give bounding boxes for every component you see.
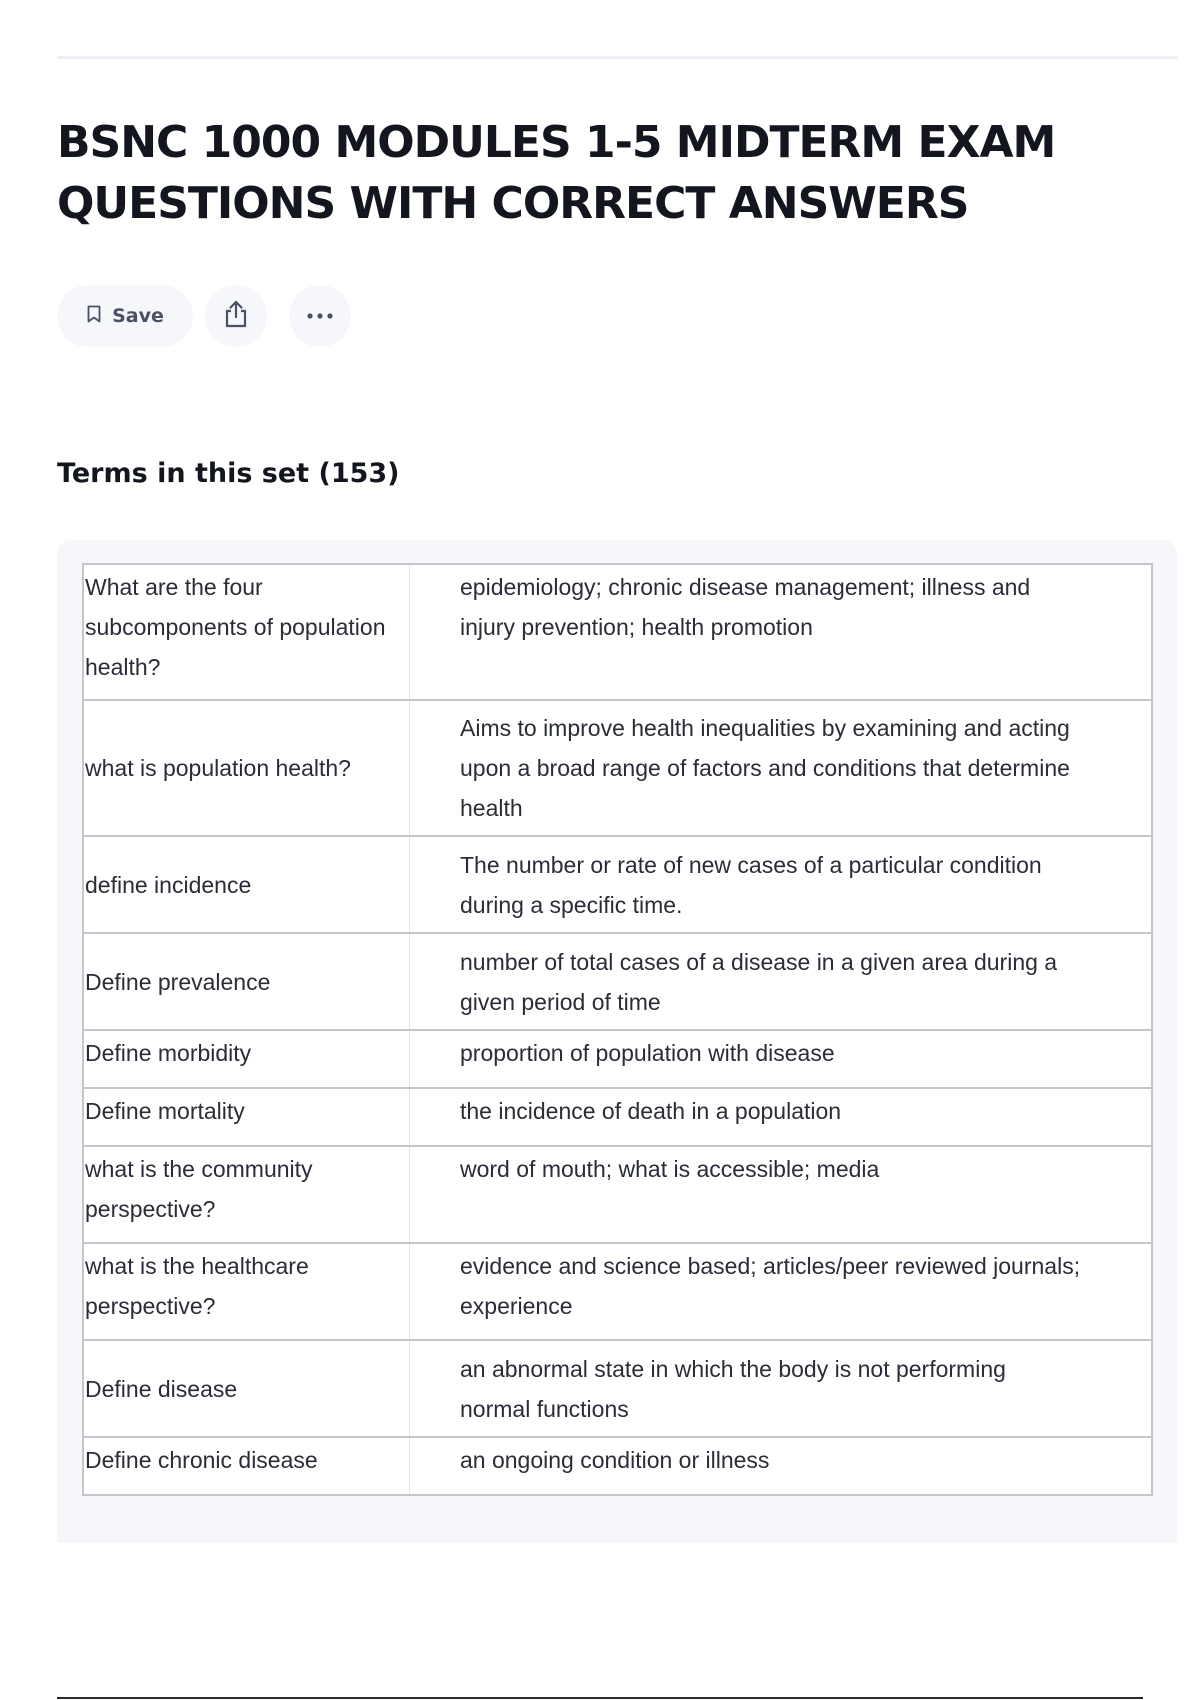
table-row [83,1340,1152,1437]
table-row [83,1030,1152,1088]
more-horizontal-icon [306,307,334,325]
definition-cell: number of total cases of a disease in a given area during a given period of time [410,933,1153,1030]
definition-cell: an ongoing condition or illness [410,1437,1153,1495]
top-divider [57,56,1177,59]
share-icon [222,299,250,334]
save-button-label: Save [112,305,164,327]
page-title: BSNC 1000 MODULES 1-5 MIDTERM EXAM QUESTIONS WITH CORRECT ANSWERS [57,117,1056,229]
term-cell: What are the four subcomponents of population health? [83,564,410,700]
term-cell: what is the community perspective? [83,1146,410,1243]
definition-cell: evidence and science based; articles/peer reviewed journals; experience [410,1243,1153,1340]
action-bar [57,285,351,347]
definition-cell: proportion of population with disease [410,1030,1153,1088]
term-cell: define incidence [83,836,410,933]
terms-table [82,563,1153,1496]
definition-cell: word of mouth; what is accessible; media [410,1146,1153,1243]
term-cell: Define prevalence [83,933,410,1030]
table-row [83,1243,1152,1340]
table-row [83,1146,1152,1243]
table-row [83,1437,1152,1495]
definition-cell: an abnormal state in which the body is not performing normal functions [410,1340,1153,1437]
bottom-divider [57,1697,1143,1699]
table-row [83,836,1152,933]
table-row [83,700,1152,836]
term-cell: what is the healthcare perspective? [83,1243,410,1340]
definition-cell: Aims to improve health inequalities by examining and acting upon a broad range of factors and conditions that determine health [410,700,1153,836]
term-cell: Define disease [83,1340,410,1437]
definition-cell: The number or rate of new cases of a particular condition during a specific time. [410,836,1153,933]
term-cell: Define morbidity [83,1030,410,1088]
more-options-button[interactable] [289,285,351,347]
bookmark-icon [86,304,102,329]
terms-heading: Terms in this set (153) [57,458,400,489]
table-row [83,933,1152,1030]
definition-cell: the incidence of death in a population [410,1088,1153,1146]
table-row [83,564,1152,700]
save-button[interactable] [57,285,193,347]
definition-cell: epidemiology; chronic disease management; illness and injury prevention; health promotion [410,564,1153,700]
term-cell: Define mortality [83,1088,410,1146]
term-cell: what is population health? [83,700,410,836]
term-cell: Define chronic disease [83,1437,410,1495]
share-button[interactable] [205,285,267,347]
table-row [83,1088,1152,1146]
